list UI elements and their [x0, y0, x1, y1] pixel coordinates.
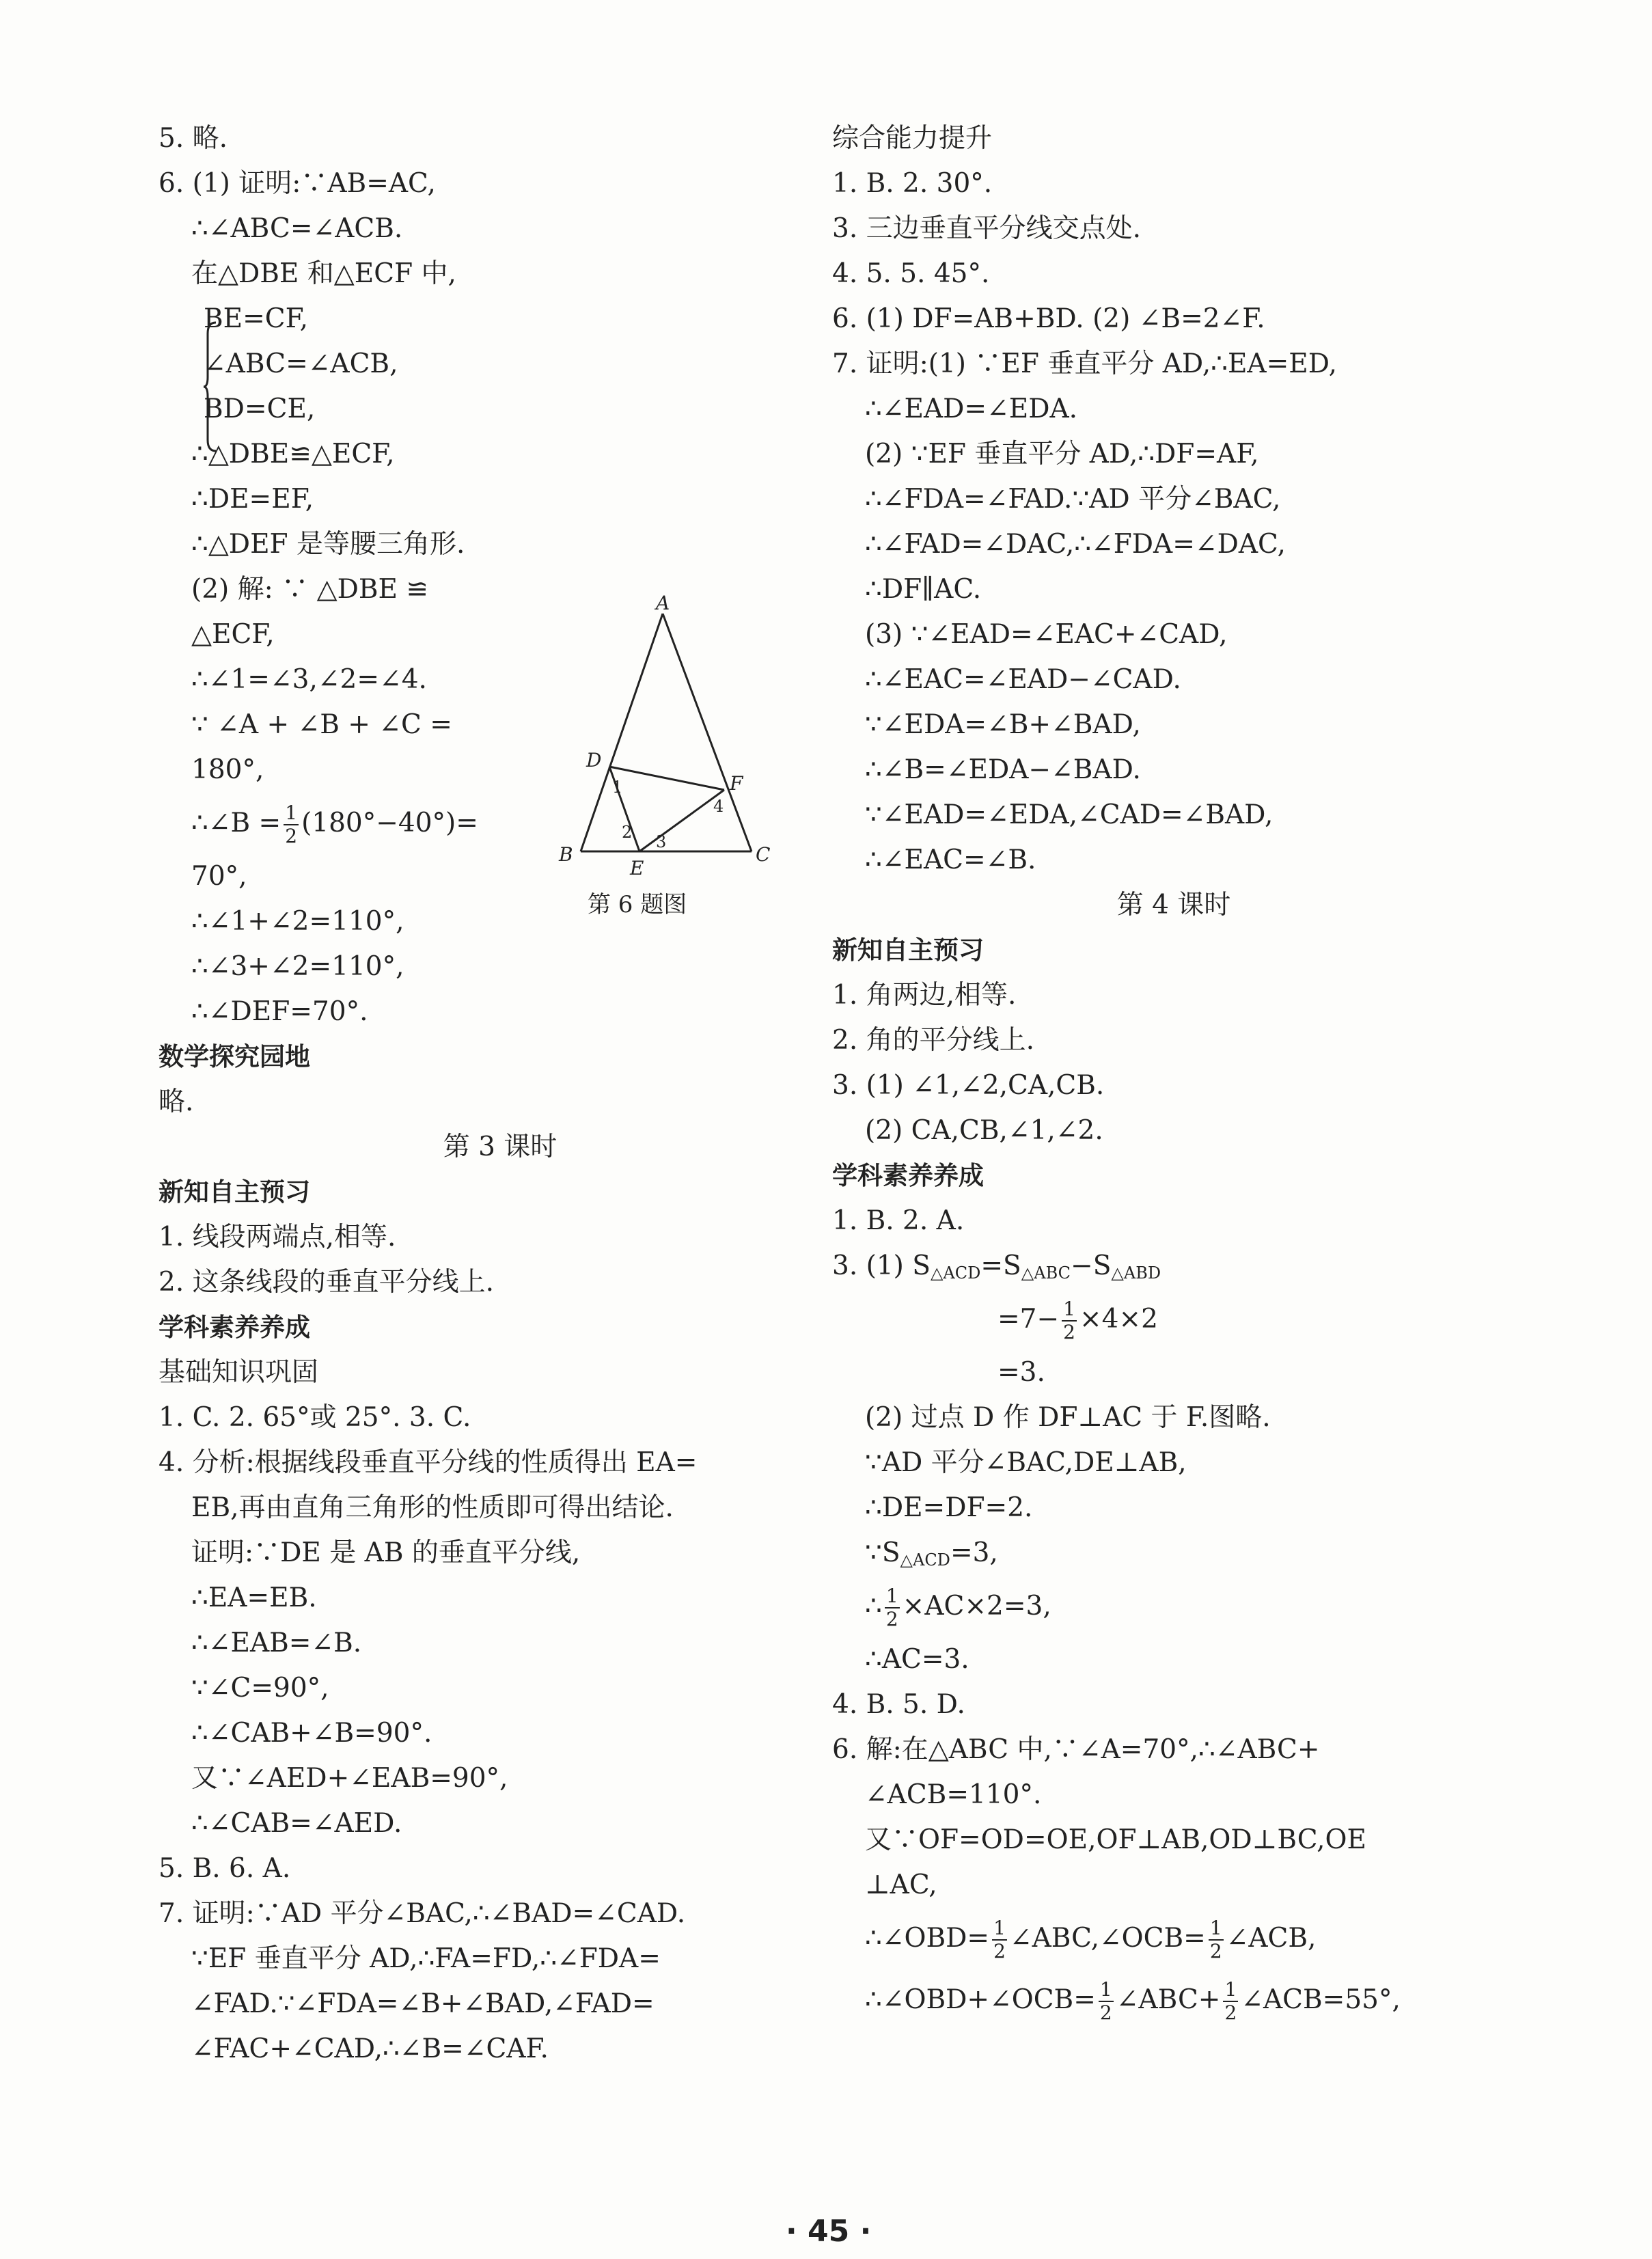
text-part: ∠ABC+ [1116, 1984, 1221, 2015]
fraction-numerator: 1 [1099, 1978, 1112, 2001]
label-B: B [559, 843, 573, 866]
fraction-denominator: 2 [1099, 2001, 1112, 2024]
text-line: 4. B. 5. D. [832, 1689, 965, 1720]
section-heading: 学科素养养成 [832, 1161, 984, 1190]
subscript: △ABD [1111, 1263, 1161, 1283]
text-line: 又∵∠AED+∠EAB=90°, [191, 1763, 508, 1794]
text-line: BD=CE, [204, 394, 316, 424]
text-line: ∴∠EAC=∠B. [865, 845, 1036, 875]
text-line: 7. 证明:∵AD 平分∠BAC,∴∠BAD=∠CAD. [159, 1898, 686, 1929]
text-line: 4. 分析:根据线段垂直平分线的性质得出 EA= [159, 1447, 698, 1478]
angle-label-1: 1 [612, 778, 623, 797]
label-E: E [630, 857, 644, 879]
angle-label-2: 2 [622, 823, 633, 842]
fraction-numerator: 1 [993, 1917, 1006, 1939]
right-column [832, 116, 1515, 2031]
text-line: 3. 三边垂直平分线交点处. [832, 213, 1142, 244]
fraction-numerator: 1 [1224, 1978, 1237, 2001]
fraction-denominator: 2 [285, 825, 298, 847]
text-line: ∵∠C=90°, [191, 1673, 329, 1703]
fraction-numerator: 1 [285, 802, 298, 824]
text-part: ×4×2 [1079, 1304, 1158, 1334]
text-line: 1. B. 2. 30°. [832, 168, 993, 199]
text-line: ∵AD 平分∠BAC,DE⊥AB, [865, 1447, 1187, 1478]
text-line: ∴∠EAC=∠EAD−∠CAD. [865, 664, 1181, 695]
math-line [832, 1289, 1515, 1350]
math-line [832, 1244, 1515, 1289]
text-line: 1. C. 2. 65°或 25°. 3. C. [159, 1402, 471, 1433]
text-line: ∴∠B=∠EDA−∠BAD. [865, 754, 1141, 785]
left-column [159, 116, 842, 2072]
text-part: ∵S [865, 1537, 900, 1568]
text-line: (2) CA,CB,∠1,∠2. [865, 1115, 1103, 1146]
text-line: ∴DE=DF=2. [865, 1492, 1033, 1523]
text-line: 180°, [191, 754, 264, 785]
text-line: 1. 角两边,相等. [832, 980, 1017, 1011]
text-line: ∴DE=EF, [191, 484, 314, 515]
text-part: =7− [997, 1304, 1060, 1334]
subscript: △ACD [900, 1550, 950, 1570]
text-line: (2) 过点 D 作 DF⊥AC 于 F.图略. [865, 1402, 1271, 1433]
text-line: ∴∠CAB+∠B=90°. [191, 1718, 432, 1749]
text-part: (180°−40°)= [301, 808, 478, 838]
fraction [1209, 1917, 1224, 1962]
segment-EF [639, 790, 724, 851]
text-line: BE=CF, [204, 303, 309, 334]
text-line: ∴∠EAD=∠EDA. [865, 394, 1078, 424]
text-part: =S [980, 1250, 1021, 1281]
math-line [832, 1908, 1515, 1969]
text-line: 70°, [191, 861, 247, 892]
text-part: ∴ [865, 1591, 882, 1621]
section-heading: 学科素养养成 [159, 1313, 310, 1342]
fraction [885, 1585, 900, 1630]
text-line: ∠ACB=110°. [865, 1779, 1042, 1810]
page-number: · 45 · [786, 2214, 872, 2249]
figure-caption: 第 6 题图 [588, 891, 687, 918]
section-heading: 数学探究园地 [159, 1042, 310, 1071]
fraction [284, 802, 299, 847]
fraction-numerator: 1 [885, 1585, 898, 1607]
angle-label-3: 3 [656, 832, 667, 851]
text-part: ∠ACB=55°, [1241, 1984, 1401, 2015]
text-line: ∴∠DEF=70°. [191, 996, 368, 1027]
subsection-heading: 综合能力提升 [832, 123, 993, 154]
text-part: ∠ACB, [1226, 1923, 1317, 1954]
label-C: C [756, 843, 771, 866]
text-part: ×AC×2=3, [902, 1591, 1051, 1621]
text-line: ∵EF 垂直平分 AD,∴FA=FD,∴∠FDA= [191, 1943, 661, 1974]
text-line: ∠FAD.∵∠FDA=∠B+∠BAD,∠FAD= [191, 1988, 655, 2019]
label-A: A [656, 594, 670, 614]
text-line: ∴∠ABC=∠ACB. [191, 213, 403, 244]
fraction [1223, 1979, 1238, 2024]
text-line: 3. (1) ∠1,∠2,CA,CB. [832, 1070, 1105, 1101]
text-part: ∴∠B = [191, 808, 281, 838]
text-line: ∴∠EAB=∠B. [191, 1628, 362, 1658]
text-line: 7. 证明:(1) ∵EF 垂直平分 AD,∴EA=ED, [832, 348, 1338, 379]
text-part: =3, [950, 1537, 998, 1568]
lesson-title: 第 3 课时 [443, 1132, 557, 1162]
text-line: (2) 解: ∵ △DBE ≌ [191, 574, 429, 605]
brace-icon [202, 320, 219, 454]
text-line: ∴△DEF 是等腰三角形. [191, 529, 465, 560]
text-line: 在△DBE 和△ECF 中, [191, 258, 456, 289]
text-line: ⊥AC, [865, 1870, 937, 1900]
lesson-title: 第 4 课时 [1116, 890, 1231, 920]
text-line: ∴∠FDA=∠FAD.∵AD 平分∠BAC, [865, 484, 1281, 515]
text-line: ∴∠FAD=∠DAC,∴∠FDA=∠DAC, [865, 529, 1286, 560]
text-line: 4. 5. 5. 45°. [832, 258, 990, 289]
fraction-denominator: 2 [1209, 1940, 1222, 1962]
section-heading: 新知自主预习 [832, 935, 984, 965]
segment-DF [609, 767, 724, 790]
text-part: 3. (1) S [832, 1250, 931, 1281]
fraction-numerator: 1 [1209, 1917, 1222, 1939]
fraction-denominator: 2 [1063, 1321, 1075, 1343]
text-line: ∴∠1+∠2=110°, [191, 906, 404, 937]
text-line: EB,再由直角三角形的性质即可得出结论. [191, 1492, 674, 1523]
text-line: ∠FAC+∠CAD,∴∠B=∠CAF. [191, 2034, 549, 2064]
text-part: ∴∠OBD+∠OCB= [865, 1984, 1096, 2015]
text-part: ∠ABC,∠OCB= [1009, 1923, 1206, 1954]
text-line: 6. 解:在△ABC 中,∵∠A=70°,∴∠ABC+ [832, 1734, 1320, 1765]
text-line: 证明:∵DE 是 AB 的垂直平分线, [191, 1537, 581, 1568]
text-line: ∴∠CAB=∠AED. [191, 1808, 402, 1839]
text-line: 6. (1) 证明:∵AB=AC, [159, 168, 436, 199]
text-line: 5. B. 6. A. [159, 1853, 291, 1884]
math-line [832, 1969, 1515, 2031]
angle-label-4: 4 [713, 797, 724, 816]
fraction [1099, 1979, 1114, 2024]
text-line: ∴EA=EB. [191, 1583, 317, 1613]
fraction-denominator: 2 [885, 1608, 898, 1630]
segment-AB [581, 614, 663, 851]
text-line: 1. B. 2. A. [832, 1205, 965, 1236]
text-line: =3. [997, 1357, 1045, 1388]
fraction-denominator: 2 [1224, 2001, 1237, 2024]
text-line: 2. 角的平分线上. [832, 1025, 1035, 1056]
text-line: 略. [159, 1086, 194, 1117]
text-line: 6. (1) DF=AB+BD. (2) ∠B=2∠F. [832, 303, 1265, 334]
label-F: F [730, 772, 743, 795]
subsection-heading: 基础知识巩固 [159, 1357, 319, 1388]
fraction-numerator: 1 [1063, 1298, 1075, 1320]
text-line: ∵ ∠A + ∠B + ∠C = [191, 709, 452, 740]
text-part: ∴∠OBD= [865, 1923, 990, 1954]
text-line: 2. 这条线段的垂直平分线上. [159, 1267, 495, 1298]
text-line: ∴∠3+∠2=110°, [191, 951, 404, 982]
subscript: △ACD [930, 1263, 981, 1283]
text-line: ∴AC=3. [865, 1644, 969, 1675]
math-line [832, 1576, 1515, 1637]
text-line: 又∵OF=OD=OE,OF⊥AB,OD⊥BC,OE [865, 1824, 1366, 1855]
text-line: (3) ∵∠EAD=∠EAC+∠CAD, [865, 619, 1228, 650]
text-part: −S [1071, 1250, 1112, 1281]
section-heading: 新知自主预习 [159, 1177, 310, 1207]
subscript: △ABC [1021, 1263, 1071, 1283]
fraction-denominator: 2 [993, 1940, 1006, 1962]
text-line: ∴∠1=∠3,∠2=∠4. [191, 664, 427, 695]
text-line: (2) ∵EF 垂直平分 AD,∴DF=AF, [865, 439, 1259, 469]
text-line: ∠ABC=∠ACB, [204, 348, 398, 379]
text-line: ∵∠EDA=∠B+∠BAD, [865, 709, 1141, 740]
text-line: ∴DF∥AC. [865, 574, 982, 605]
text-line: 1. 线段两端点,相等. [159, 1222, 396, 1252]
math-line [832, 1531, 1515, 1576]
text-line: ∴△DBE≌△ECF, [191, 439, 395, 469]
text-line: ∵∠EAD=∠EDA,∠CAD=∠BAD, [865, 799, 1274, 830]
triangle-figure [547, 594, 793, 922]
fraction [1062, 1298, 1077, 1343]
label-D: D [586, 749, 602, 771]
fraction [992, 1917, 1007, 1962]
text-line: 5. 略. [159, 123, 228, 154]
text-line: △ECF, [191, 619, 275, 650]
segment-AC [663, 614, 752, 851]
